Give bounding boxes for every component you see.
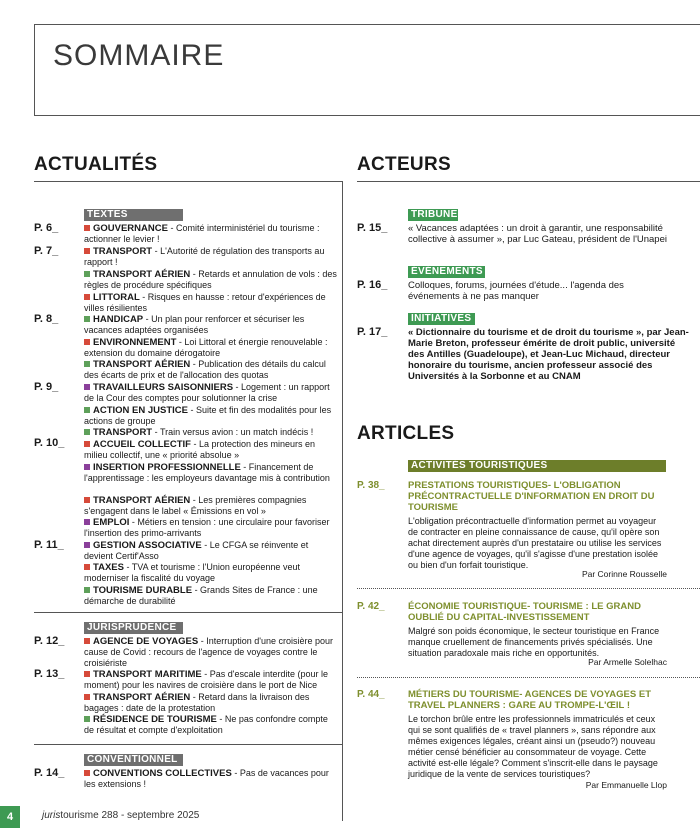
- list-item: TRANSPORT - L'Autorité de régulation des transports au rapport !: [84, 246, 325, 267]
- tribune-text: « Vacances adaptées : un droit à garantir, une responsabilité collective à assumer », par Luc Gateau, président de l'Unapei: [408, 223, 667, 245]
- article-summary: Malgré son poids économique, le secteur touristique en France manque cruellement de financements privés spécialisés. Une situation paradoxale mais riche en opportunités.: [408, 626, 660, 658]
- bullet-icon: [84, 294, 90, 300]
- list-item: ENVIRONNEMENT - Loi Littoral et énergie renouvelable : extension du domaine dérogatoire: [84, 337, 328, 358]
- list-item: GESTION ASSOCIATIVE - Le CFGA se réinvente et devient Certif'Asso: [84, 540, 309, 561]
- bullet-icon: [84, 316, 90, 322]
- bullet-icon: [84, 464, 90, 470]
- list-item: ACCUEIL COLLECTIF - La protection des mineurs en milieu collectif, une « priorité absolue »: [84, 439, 316, 460]
- article-page: P. 42_: [357, 601, 385, 612]
- article-summary: L'obligation précontractuelle d'information permet au voyageur de contracter en pleine connaissance de cause, qu'il opère son achat directement auprès d'un prestataire ou utilise les services d'une agence de voyages, qu'il s'agisse d'une prestation isolée ou bien d'un forfait touristique.: [408, 516, 662, 570]
- articles-heading: ARTICLES: [357, 423, 455, 444]
- acteurs-heading: ACTEURS: [357, 154, 451, 175]
- bullet-icon: [84, 770, 90, 776]
- bullet-icon: [84, 429, 90, 435]
- article-divider: [357, 677, 700, 678]
- page-ref: P. 17_: [357, 326, 388, 338]
- list-item: RÉSIDENCE DE TOURISME - Ne pas confondre compte de résultat et compte d'exploitation: [84, 714, 328, 735]
- band-jurisprudence: JURISPRUDENCE: [84, 622, 183, 634]
- article-title: MÉTIERS DU TOURISME- AGENCES DE VOYAGES ET TRAVEL PLANNERS : GARE AU TROMPE-L'ŒIL !: [408, 689, 651, 711]
- issue-info: 288 - septembre 2025: [98, 810, 200, 821]
- list-item: INSERTION PROFESSIONNELLE - Financement de l'apprentissage : les employeurs davantage mis à contribution: [84, 462, 330, 483]
- page-title: SOMMAIRE: [53, 39, 225, 72]
- list-item: TRANSPORT AÉRIEN - Les premières compagnies s'engagent dans le label « Émissions en vol »: [84, 495, 307, 516]
- brand-main: tourisme: [60, 810, 99, 821]
- footer-issue: [42, 810, 199, 821]
- list-item: EMPLOI - Métiers en tension : une circulaire pour favoriser l'insertion des primo-arrivants: [84, 517, 330, 538]
- list-item: TRANSPORT AÉRIEN - Retard dans la livraison des bagages : date de la protestation: [84, 692, 310, 713]
- list-item: GOUVERNANCE - Comité interministériel du tourisme : actionner le levier !: [84, 223, 320, 244]
- column-divider: [342, 181, 343, 821]
- group-rule: [34, 744, 342, 745]
- bullet-icon: [84, 542, 90, 548]
- page-ref: P. 8_: [34, 313, 59, 325]
- article-title: ÉCONOMIE TOURISTIQUE- TOURISME : LE GRAND OUBLIÉ DU CAPITAL-INVESTISSEMENT: [408, 601, 641, 623]
- bullet-icon: [84, 519, 90, 525]
- article-page: P. 44_: [357, 689, 385, 700]
- list-item: LITTORAL - Risques en hausse : retour d'expériences de villes résilientes: [84, 292, 326, 313]
- page-ref: P. 10_: [34, 437, 65, 449]
- bullet-icon: [84, 441, 90, 447]
- bullet-icon: [84, 564, 90, 570]
- list-item: TRANSPORT AÉRIEN - Retards et annulation de vols : des règles de procédure spécifiques: [84, 269, 337, 290]
- article-author: Par Emmanuelle Llop: [585, 780, 667, 790]
- page-ref: P. 14_: [34, 767, 65, 779]
- band-initiatives: INITIATIVES: [408, 313, 475, 325]
- article-summary: Le torchon brûle entre les professionnels immatriculés et ceux qui se sont qualifiés de « travel planners », sans répondre aux mêmes exigences légales, créant ainsi un (pseudo?) nouveau métier censé bénéficier au consommateur de voyage. Cette activité est-elle légale? Comment s'inscrit-elle dans le paysage juridique de la vente de services touristiques?: [408, 714, 658, 779]
- actualites-rule: [34, 181, 342, 182]
- list-item: HANDICAP - Un plan pour renforcer et sécuriser les vacances adaptées organisées: [84, 314, 305, 335]
- header-box: [34, 24, 700, 116]
- band-tribune: TRIBUNE: [408, 209, 458, 221]
- actualites-heading: ACTUALITÉS: [34, 154, 158, 175]
- article-page: P. 38_: [357, 480, 385, 491]
- page-ref: P. 12_: [34, 635, 65, 647]
- bullet-icon: [84, 271, 90, 277]
- band-conventionnel: CONVENTIONNEL: [84, 754, 183, 766]
- bullet-icon: [84, 384, 90, 390]
- band-textes: TEXTES: [84, 209, 183, 221]
- list-item: TOURISME DURABLE - Grands Sites de France : une démarche de durabilité: [84, 585, 318, 606]
- page-ref: P. 11_: [34, 539, 64, 551]
- page-ref: P. 15_: [357, 222, 388, 234]
- bullet-icon: [84, 497, 90, 503]
- bullet-icon: [84, 361, 90, 367]
- bullet-icon: [84, 407, 90, 413]
- brand-prefix: juris: [42, 810, 61, 821]
- list-item: TRANSPORT - Train versus avion : un match indécis !: [84, 427, 339, 438]
- band-activites: ACTIVITÉS TOURISTIQUES: [408, 460, 666, 472]
- initiatives-text: « Dictionnaire du tourisme et de droit du tourisme », par Jean-Marie Breton, professeur émérite de droit public, université des Antilles (Guadeloupe), et Jean-Luc Michaud, directeur honoraire du tourisme, ancien professeur associé des Universités à la Sorbonne et au CNAM: [408, 327, 689, 382]
- bullet-icon: [84, 694, 90, 700]
- bullet-icon: [84, 638, 90, 644]
- evenements-text: Colloques, forums, journées d'étude... l'agenda des événements à ne pas manquer: [408, 280, 624, 302]
- list-item: CONVENTIONS COLLECTIVES - Pas de vacances pour les extensions !: [84, 768, 329, 789]
- page-ref: P. 6_: [34, 222, 59, 234]
- bullet-icon: [84, 587, 90, 593]
- page-ref: P. 13_: [34, 668, 65, 680]
- list-item: TRAVAILLEURS SAISONNIERS - Logement : un rapport de la Cour des comptes pour solutionner la crise: [84, 382, 330, 403]
- bullet-icon: [84, 225, 90, 231]
- page-ref: P. 16_: [357, 279, 388, 291]
- page-ref: P. 9_: [34, 381, 59, 393]
- list-item: TRANSPORT AÉRIEN - Publication des détails du calcul des écarts de prix et de l'allocation des quotas: [84, 359, 326, 380]
- article-divider: [357, 588, 700, 589]
- bullet-icon: [84, 339, 90, 345]
- acteurs-rule: [357, 181, 700, 182]
- bullet-icon: [84, 716, 90, 722]
- page-ref: P. 7_: [34, 245, 59, 257]
- list-item: TRANSPORT MARITIME - Pas d'escale interdite (pour le moment) pour les navires de croisière dans le port de Nice: [84, 669, 328, 690]
- bullet-icon: [84, 248, 90, 254]
- article-author: Par Corinne Rousselle: [581, 569, 667, 579]
- page-number: 4: [0, 806, 20, 828]
- group-rule: [34, 612, 342, 613]
- bullet-icon: [84, 671, 90, 677]
- list-item: ACTION EN JUSTICE - Suite et fin des modalités pour les actions de groupe: [84, 405, 332, 426]
- article-author: Par Armelle Solelhac: [588, 657, 667, 667]
- list-item: TAXES - TVA et tourisme : l'Union européenne veut moderniser la fiscalité du voyage: [84, 562, 300, 583]
- band-evenements: ÉVÉNEMENTS: [408, 266, 485, 278]
- list-item: AGENCE DE VOYAGES - Interruption d'une croisière pour cause de Covid : recours de l'agence de voyages contre le croisiériste: [84, 636, 334, 668]
- article-title: PRESTATIONS TOURISTIQUES- L'OBLIGATION PRÉCONTRACTUELLE D'INFORMATION EN DROIT DU TOURISME: [408, 480, 655, 513]
